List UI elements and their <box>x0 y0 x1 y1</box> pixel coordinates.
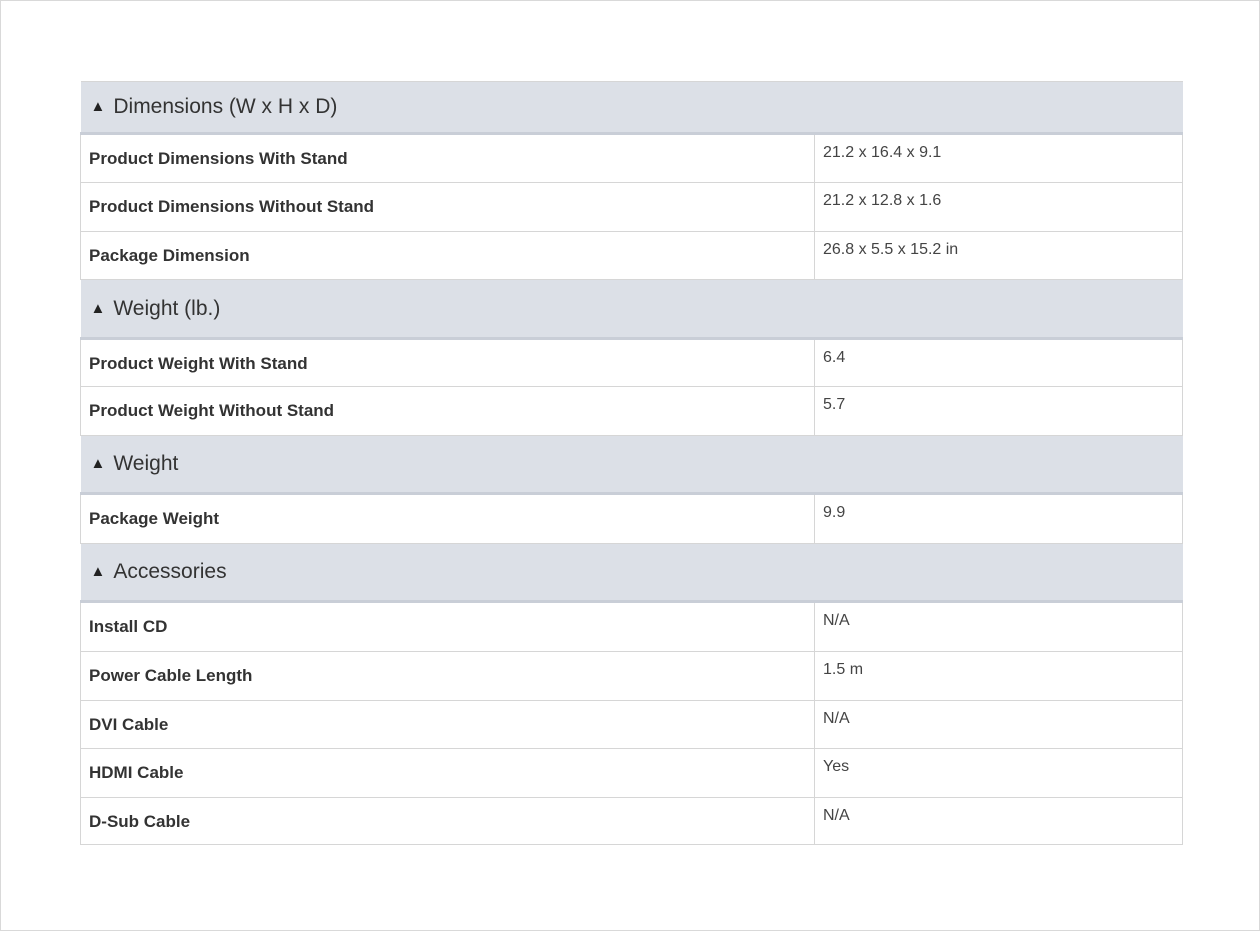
row-label: Package Dimension <box>81 232 815 280</box>
row-value: 9.9 <box>815 494 1183 544</box>
section-header-weight[interactable] <box>81 436 1183 494</box>
row-label: Install CD <box>81 602 815 652</box>
row-label: Product Weight Without Stand <box>81 387 815 436</box>
row-value: 21.2 x 16.4 x 9.1 <box>815 134 1183 183</box>
section-toggle[interactable] <box>81 280 1183 339</box>
row-value: 5.7 <box>815 387 1183 436</box>
table-row <box>81 232 1183 280</box>
table-row <box>81 387 1183 436</box>
table-row <box>81 602 1183 652</box>
row-value: N/A <box>815 701 1183 749</box>
triangle-up-icon: ▲ <box>90 563 106 580</box>
table-row <box>81 134 1183 183</box>
row-label: HDMI Cable <box>81 749 815 798</box>
section-toggle[interactable] <box>81 436 1183 494</box>
triangle-up-icon: ▲ <box>90 455 106 472</box>
section-toggle[interactable] <box>81 544 1183 602</box>
section-header-weight-lb[interactable] <box>81 280 1183 339</box>
row-label: Power Cable Length <box>81 652 815 701</box>
triangle-up-icon: ▲ <box>90 98 106 115</box>
table-row <box>81 339 1183 387</box>
row-value: 21.2 x 12.8 x 1.6 <box>815 183 1183 232</box>
row-label: Product Dimensions With Stand <box>81 134 815 183</box>
row-label: DVI Cable <box>81 701 815 749</box>
table-row <box>81 652 1183 701</box>
row-value: 6.4 <box>815 339 1183 387</box>
table-row <box>81 701 1183 749</box>
row-label: Product Dimensions Without Stand <box>81 183 815 232</box>
row-label: Package Weight <box>81 494 815 544</box>
row-value: Yes <box>815 749 1183 798</box>
row-value: N/A <box>815 798 1183 845</box>
section-title: Weight <box>113 452 179 475</box>
section-title: Weight (lb.) <box>113 296 221 320</box>
table-row <box>81 798 1183 845</box>
row-value: 1.5 m <box>815 652 1183 701</box>
section-toggle[interactable] <box>81 82 1183 134</box>
row-value: N/A <box>815 602 1183 652</box>
table-row <box>81 494 1183 544</box>
triangle-up-icon: ▲ <box>90 299 106 317</box>
table-row <box>81 749 1183 798</box>
section-title: Dimensions (W x H x D) <box>113 95 338 118</box>
row-label: Product Weight With Stand <box>81 339 815 387</box>
row-value: 26.8 x 5.5 x 15.2 in <box>815 232 1183 280</box>
table-row <box>81 183 1183 232</box>
section-header-dimensions[interactable] <box>81 82 1183 134</box>
spec-table <box>80 81 1183 845</box>
section-title: Accessories <box>113 560 227 583</box>
row-label: D-Sub Cable <box>81 798 815 845</box>
section-header-accessories[interactable] <box>81 544 1183 602</box>
